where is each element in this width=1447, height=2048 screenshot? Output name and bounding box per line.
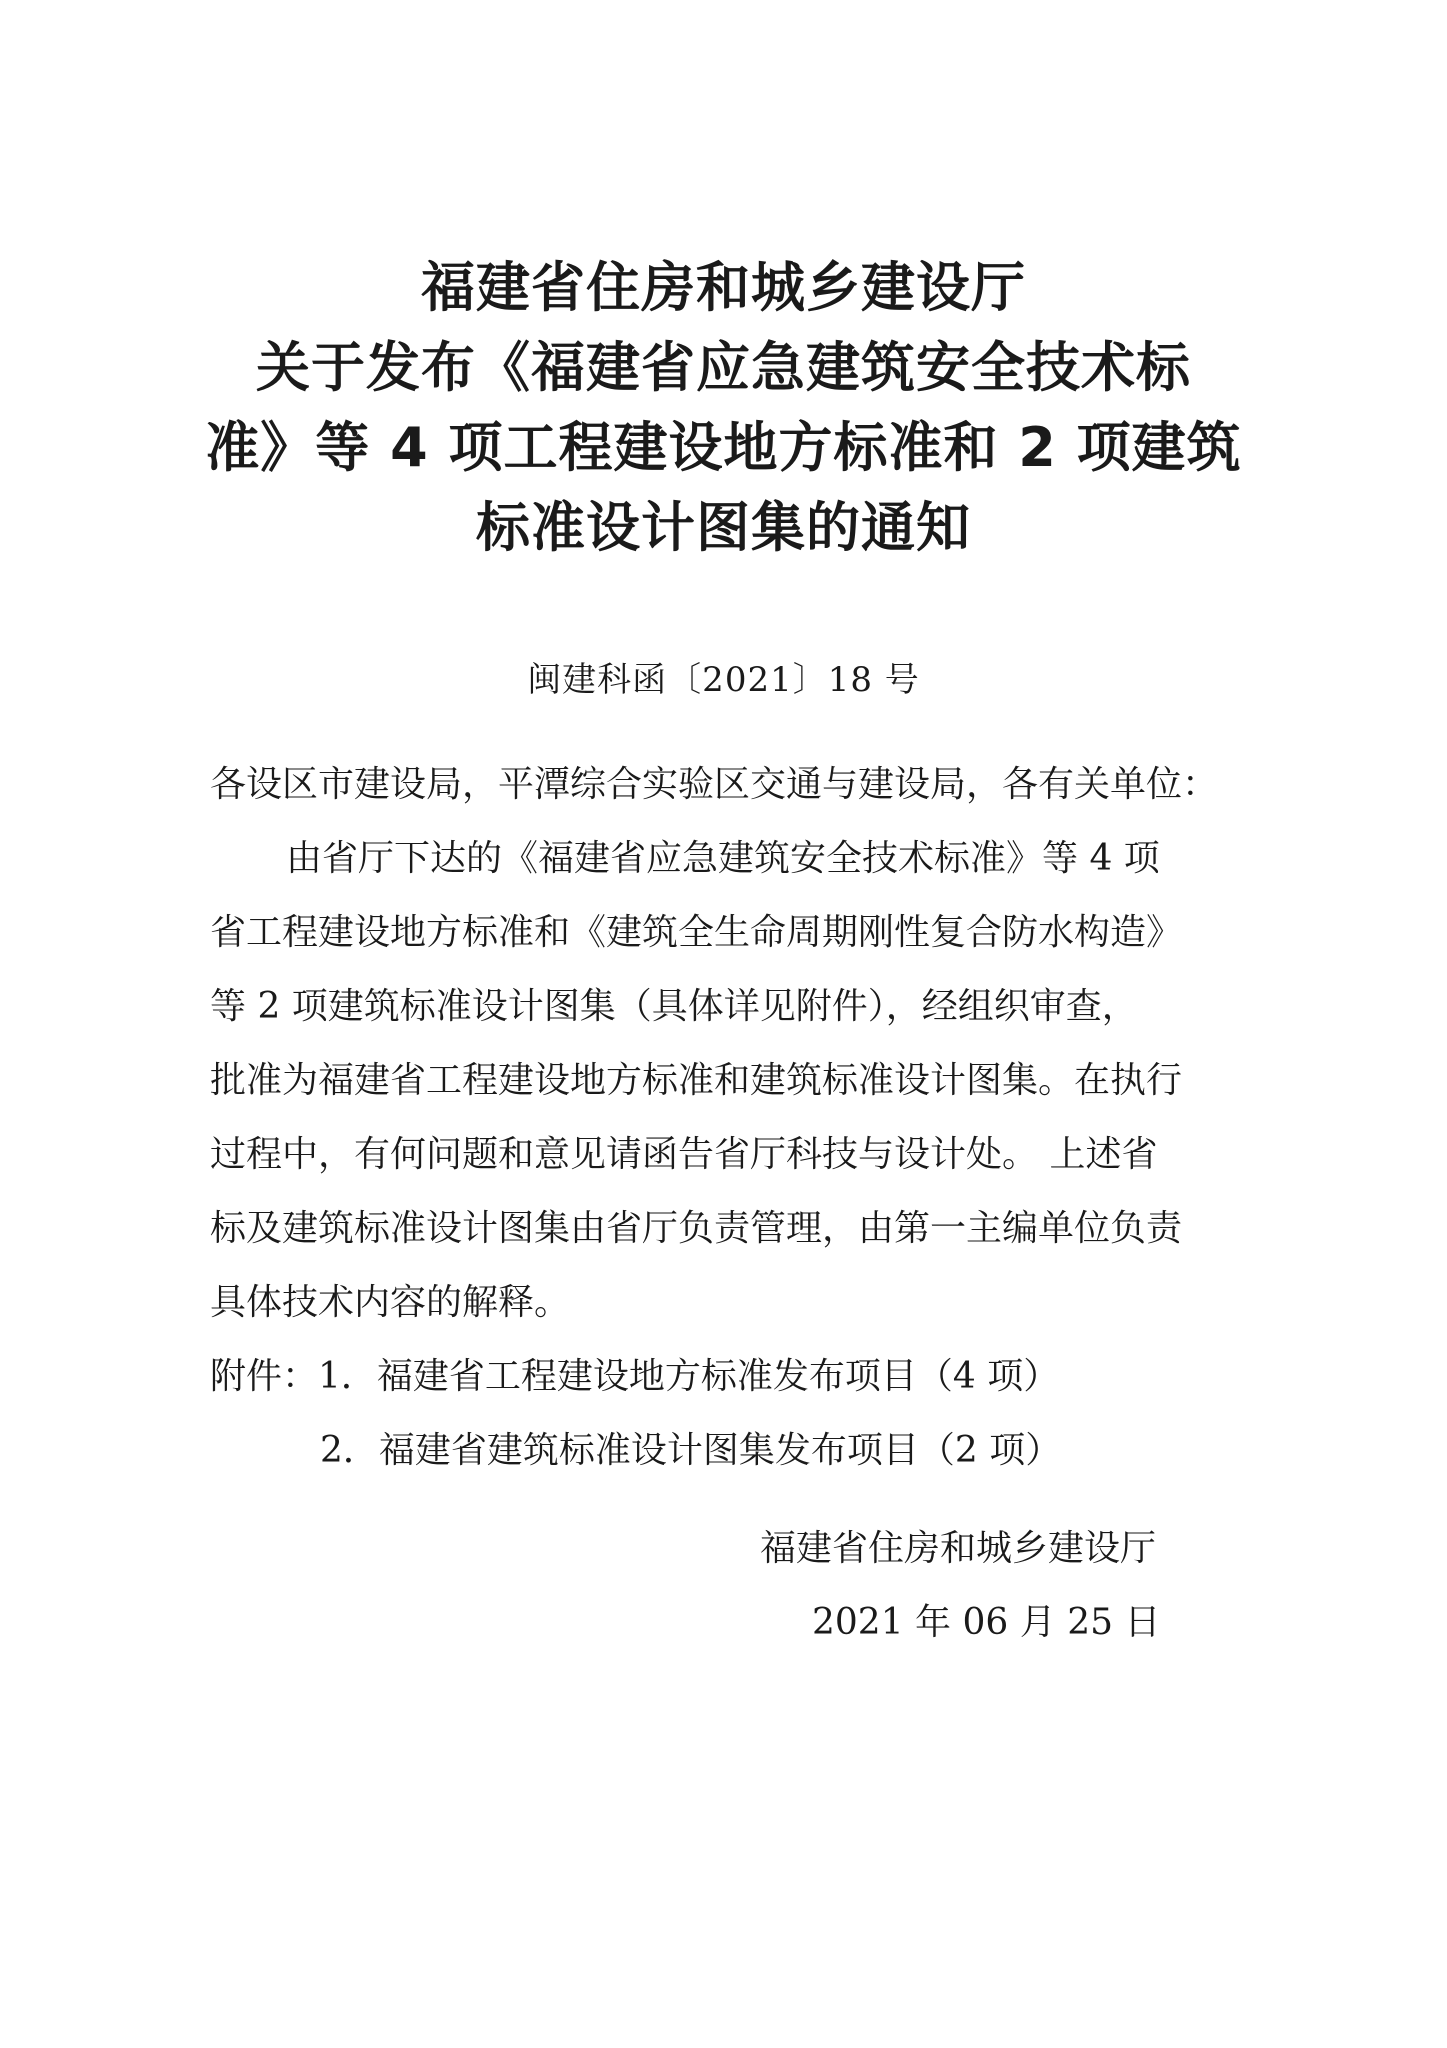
title-line-1: 福建省住房和城乡建设厅 xyxy=(421,256,1026,319)
attachment-item-1: 附件：1．福建省工程建设地方标准发布项目（4 项） xyxy=(210,1356,1060,1397)
document-body xyxy=(210,748,1250,1488)
document-title xyxy=(0,248,1447,568)
title-line-2: 关于发布《福建省应急建筑安全技术标 xyxy=(256,336,1191,399)
paragraph-line: 由省厅下达的《福建省应急建筑安全技术标准》等 4 项 xyxy=(286,838,1160,879)
addressee-line: 各设区市建设局，平潭综合实验区交通与建设局，各有关单位： xyxy=(210,764,1219,805)
issue-date: 2021 年 06 月 25 日 xyxy=(812,1602,1161,1643)
paragraph-line: 批准为福建省工程建设地方标准和建筑标准设计图集。在执行 xyxy=(210,1060,1183,1101)
paragraph-line: 省工程建设地方标准和《建筑全生命周期刚性复合防水构造》 xyxy=(210,912,1183,953)
signature-block xyxy=(760,1512,1280,1660)
title-line-4: 标准设计图集的通知 xyxy=(476,496,971,559)
paragraph-line: 标及建筑标准设计图集由省厅负责管理，由第一主编单位负责 xyxy=(210,1208,1183,1249)
paragraph-line: 具体技术内容的解释。 xyxy=(210,1282,571,1323)
document-number: 闽建科函〔2021〕18 号 xyxy=(527,660,920,700)
paragraph-line: 等 2 项建筑标准设计图集（具体详见附件），经组织审查， xyxy=(210,986,1138,1027)
paragraph-line: 过程中，有何问题和意见请函告省厅科技与设计处。 上述省 xyxy=(210,1134,1158,1175)
issuing-organization: 福建省住房和城乡建设厅 xyxy=(760,1528,1157,1569)
attachment-item-2: 2．福建省建筑标准设计图集发布项目（2 项） xyxy=(320,1430,1062,1471)
title-line-3: 准》等 4 项工程建设地方标准和 2 项建筑 xyxy=(205,416,1242,479)
